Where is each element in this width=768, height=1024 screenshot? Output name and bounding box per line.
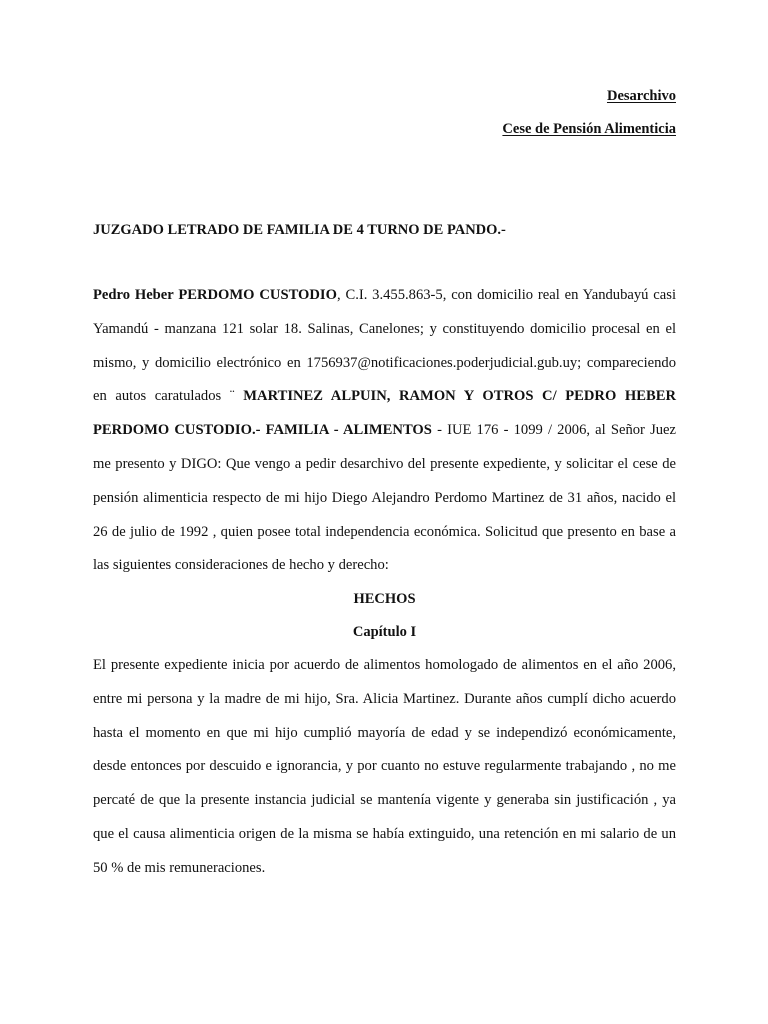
section-heading-hechos: HECHOS — [353, 591, 416, 607]
facts-paragraph: El presente expediente inicia por acuerdo de alimentos homologado de alimentos en el año 2006, entre mi persona y la madre de mi hijo, Sra. Alicia Martinez. Durante años cumplí dicho acuerdo hasta el momento en que mi hijo cumplió mayoría de edad y se independizó económicamente, desde entonces por descuido e ignorancia, y por cuanto no estuve regularmente trabajando , no me percaté de que la presente instancia judicial se mantenía vigente y generaba sin justificación , ya que el causa alimenticia origen de la misma se había extinguido, una retención en mi salario de un 50 % de mis remuneraciones. — [93, 657, 676, 876]
case-title: MARTINEZ ALPUIN, RAMON Y OTROS C/ PEDRO HEBER PERDOMO CUSTODIO.- FAMILIA - ALIMENTOS — [93, 388, 676, 439]
petitioner-name: Pedro Heber PERDOMO CUSTODIO — [93, 287, 337, 303]
petition-text-2: - IUE 176 - 1099 / 2006, al Señor Juez me presento y DIGO: Que vengo a pedir desarchivo del presente expediente, y solicitar el cese de pensión alimenticia respecto de mi hijo Diego Alejandro Perdomo Martinez de 31 años, nacido el 26 de julio de 1992 , quien posee total independencia económica. Solicitud que presento en base a las siguientes consideraciones de hecho y derecho: — [93, 422, 677, 574]
header-cese-pension: Cese de Pensión Alimenticia — [502, 121, 676, 137]
chapter-heading: Capítulo I — [352, 624, 417, 640]
header-desarchivo: Desarchivo — [606, 88, 676, 104]
petition-paragraph — [93, 279, 676, 583]
court-heading: JUZGADO LETRADO DE FAMILIA DE 4 TURNO DE PANDO.- — [93, 222, 506, 238]
petition-text-1: , C.I. 3.455.863-5, con domicilio real en Yandubayú casi Yamandú - manzana 121 solar 18. Salinas, Canelones; y constituyendo domicilio procesal en el mismo, y domicilio electrónico en 1756937@notificaciones.poderjudicial.gub.uy; compareciendo en autos caratulados ¨ — [93, 287, 677, 405]
